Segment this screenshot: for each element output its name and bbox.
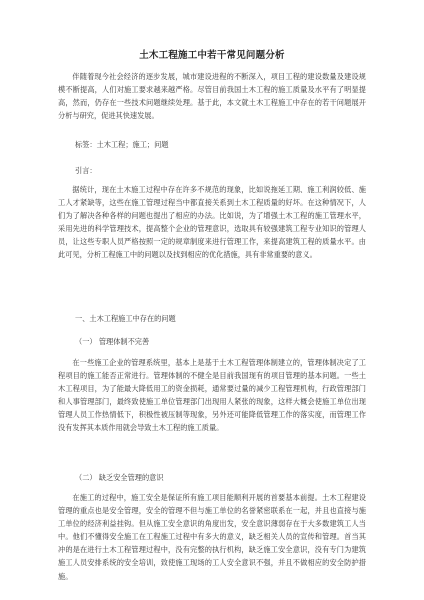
abstract-paragraph: 伴随着现今社会经济的逐步发展，城市建设进程的不断深入，项目工程的建设数量及建设规模不断提高，人们对施工要求越来越严格。尽管目前我国土木工程的施工质量及水平有了明显提高，然而，仍存在一些技术问题继续处理。基于此，本文就土木工程施工中存在的若干问题展开分析与研究，促进其快速发展。 <box>58 72 366 121</box>
section-heading: 一、土木工程施工中存在的问题 <box>75 314 176 323</box>
document-title: 土木工程施工中若干常见问题分析 <box>139 50 285 61</box>
subsection-heading-1: （一） 管理体制不完善 <box>75 337 150 346</box>
subsection-2-paragraph: 在施工的过程中，施工安全是保证所有施工项目能顺利开展的首要基本前提。土木工程建设管理的重点也是安全管理，安全的管理不但与施工单位的名誉紧密联系在一起，并且也直接与施工单位的经济利益挂钩。但从施工安全意识的角度出发，安全意识薄弱存在于大多数建筑工人当中。他们不懂得安全施工在工程施工过程中有多大的意义，缺乏相关人员的宣传和管理。首当其冲的是在进行土木工程管理过程中，没有完整的执行机构，缺乏施工安全意识，没有专门为建筑施工人员安排系统的安全培训，致使施工现场的工人安全意识不强，并且不做相应的安全防护措施。 <box>58 493 366 581</box>
subsection-heading-2: （二） 缺乏安全管理的意识 <box>75 473 164 482</box>
keywords-line: 标签：土木工程；施工；问题 <box>75 140 169 149</box>
subsection-1-paragraph: 在一些施工企业的管理系统里，基本上是基于土木工程管理体制建立的，管理体制决定了工程项目的施工能否正常进行。管理体制的不健全是目前我国现有的项目管理的基本问题。一些土木工程项目，为了能最大降低用工的资金损耗，通常要过量的减少工程管理机构，行政管理部门和人事管理部门，最终致使施工单位管理部门出现用人紧张的现象，这样大概会使施工单位出现管理人员工作热情低下，积极性被压制等现象，另外还可能降低管理工作的落实度，而管理工作没有发挥其本质作用就会导致土木工程的施工质量。 <box>58 358 366 433</box>
intro-heading: 引言： <box>75 166 97 175</box>
intro-paragraph: 据统计，现在土木施工过程中存在许多不规范的现象，比如说拖延工期、施工利润较低、施工人才紧缺等，这些在施工管理过程当中都直接关系到土木工程质量的好坏。在这种情况下，人们为了解决各种各样的问题也提出了相应的办法。比如说，为了增强土木工程的施工管理水平，采用先进的科学管理技术，提高整个企业的管理意识，选取具有较强建筑工程专业知识的管理人员，让这些专职人员严格按照一定的规章制度来进行管理工作，来提高建筑工程的质量水平。由此可见，分析工程施工中的问题以及找到相应的优化措施，具有非常重要的意义。 <box>58 185 366 260</box>
